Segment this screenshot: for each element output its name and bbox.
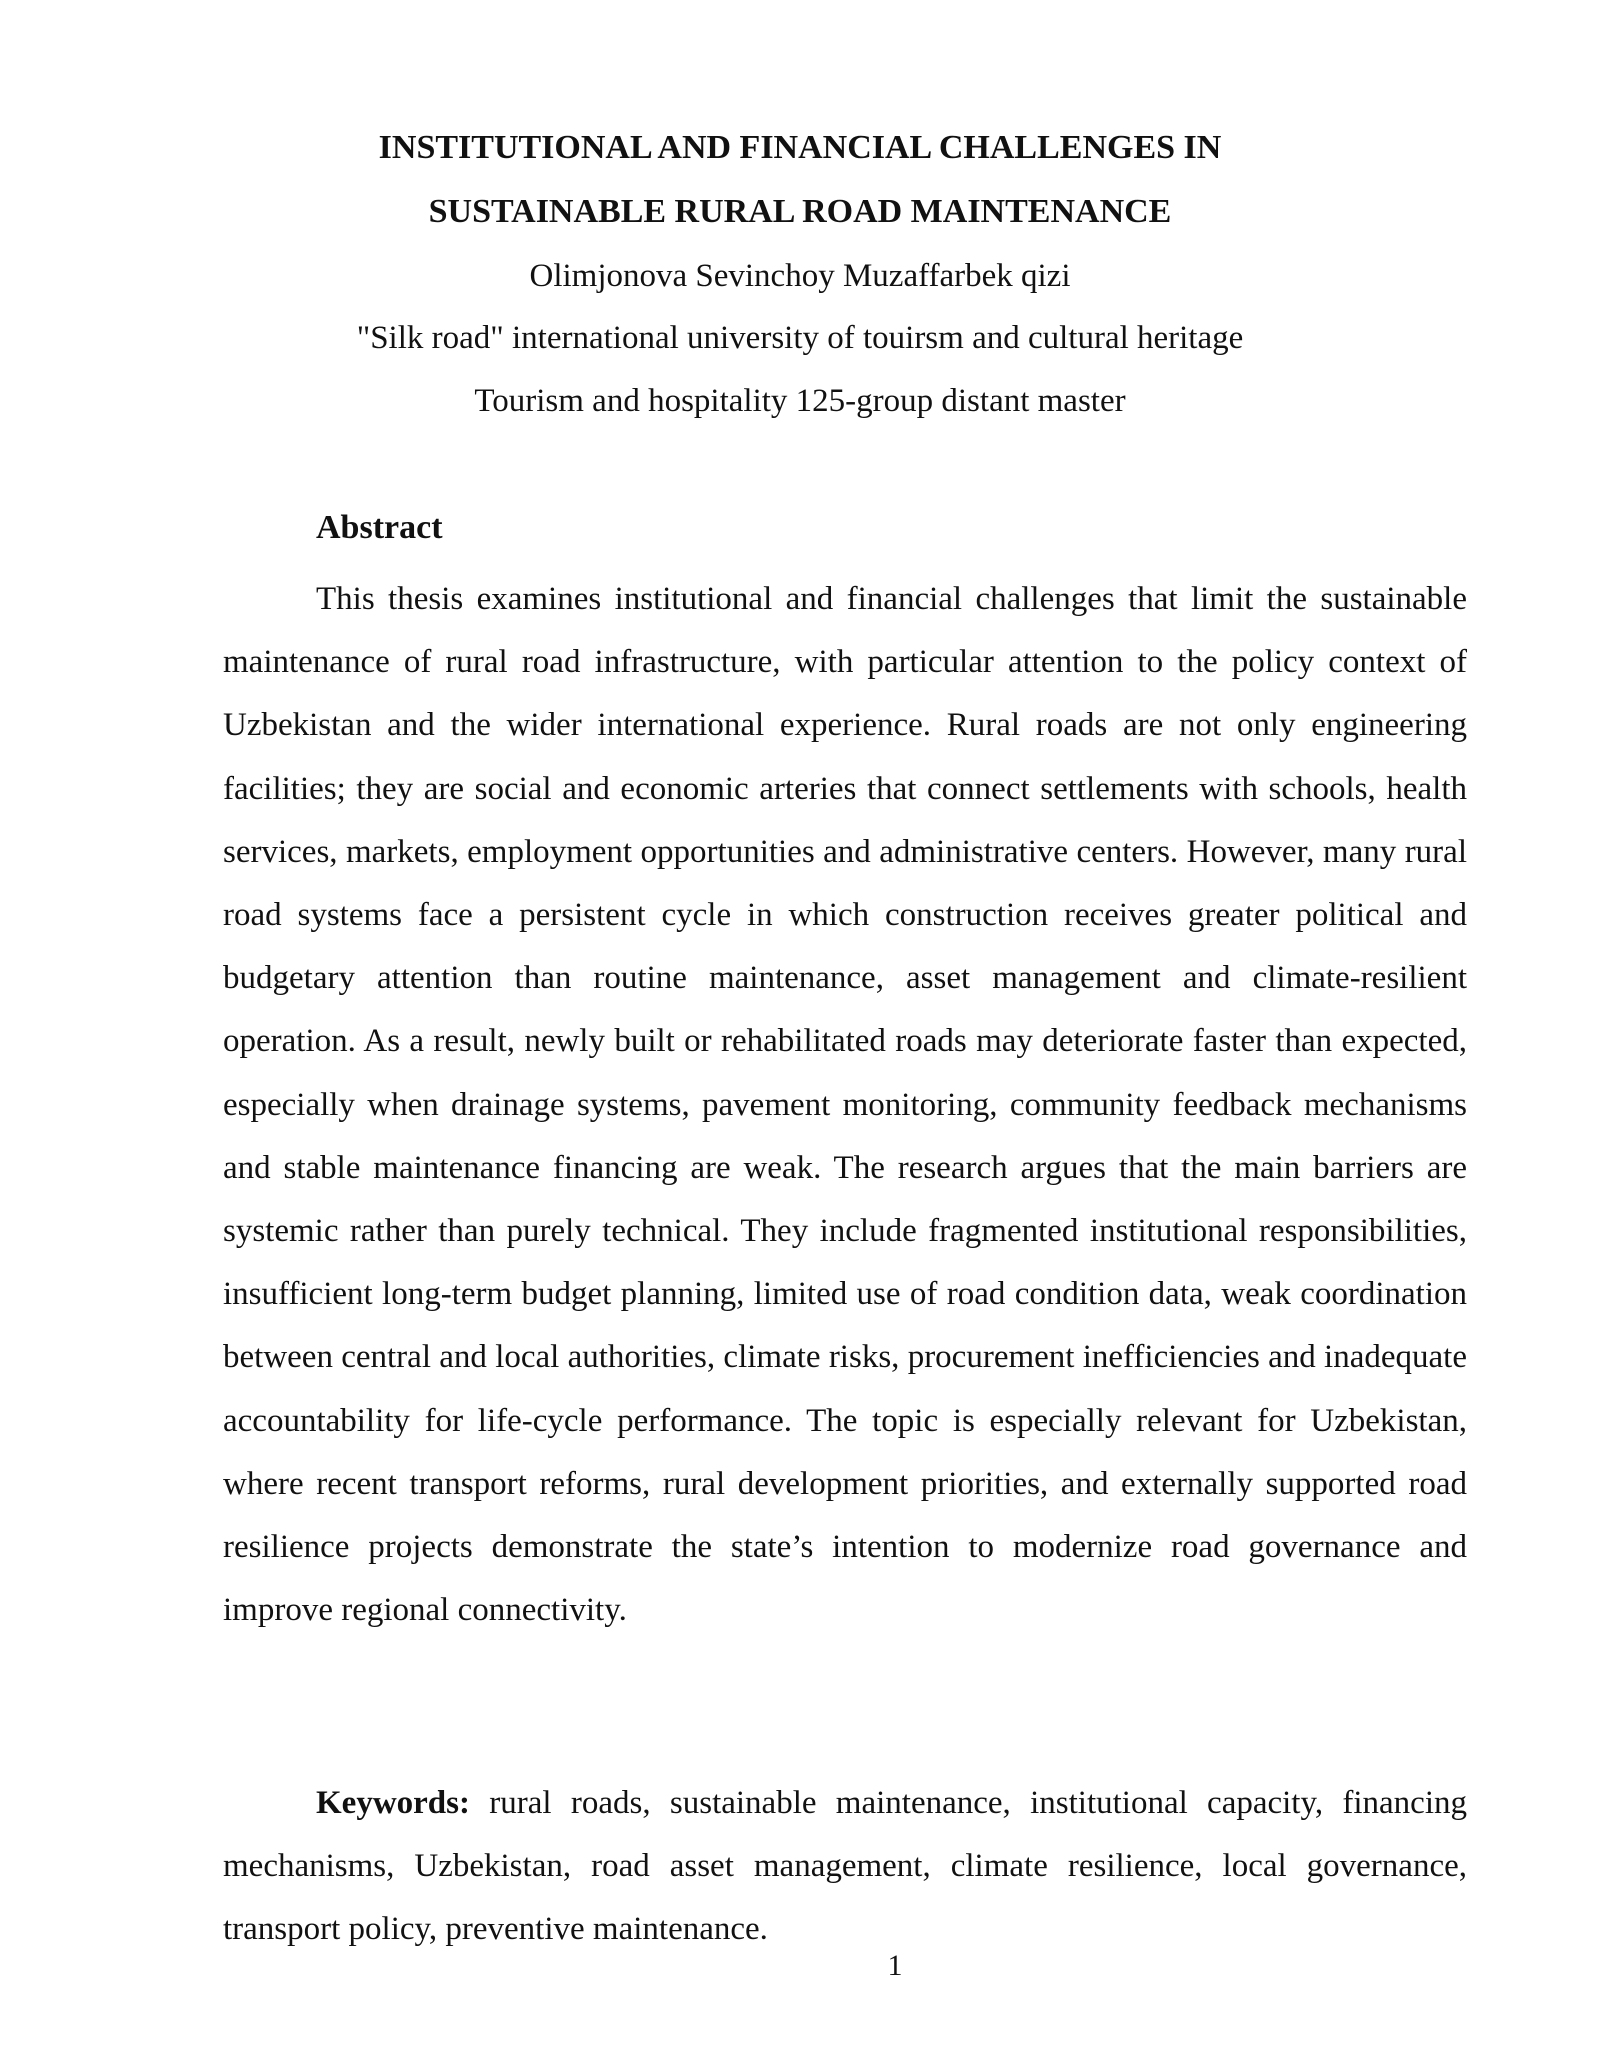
author-name: Olimjonova Sevinchoy Muzaffarbek qizi — [529, 258, 1071, 294]
keywords-text: rural roads, sustainable maintenance, institutional capacity, financing mechanisms, Uzbekistan, road asset management, climate resilience, local governance, transport policy, preventive maintenance. — [223, 1785, 1467, 1948]
keywords-label: Keywords: — [316, 1785, 470, 1821]
abstract-body: This thesis examines institutional and financial challenges that limit the sustainable maintenance of rural road infrastructure, with particular attention to the policy context of Uzbekistan and the wider international experience. Rural roads are not only engineering facilities; they are social and economic arteries that connect settlements with schools, health services, markets, employment opportunities and administrative centers. However, many rural road systems face a persistent cycle in which construction receives greater political and budgetary attention than routine maintenance, asset management and climate-resilient operation. As a result, newly built or rehabilitated roads may deteriorate faster than expected, especially when drainage systems, pavement monitoring, community feedback mechanisms and stable maintenance financing are weak. The research argues that the main barriers are systemic rather than purely technical. They include fragmented institutional responsibilities, insufficient long-term budget planning, limited use of road condition data, weak coordination between central and local authorities, climate risks, procurement inefficiencies and inadequate accountability for life-cycle performance. The topic is especially relevant for Uzbekistan, where recent transport reforms, rural development priorities, and externally supported road resilience projects demonstrate the state’s intention to modernize road governance and improve regional connectivity. — [223, 581, 1467, 1629]
paper-title-line-1: INSTITUTIONAL AND FINANCIAL CHALLENGES IN — [378, 129, 1222, 166]
author-affiliation: "Silk road" international university of touirsm and cultural heritage — [356, 320, 1244, 356]
author-group: Tourism and hospitality 125-group distant master — [474, 383, 1126, 419]
page-number: 1 — [887, 1949, 903, 1982]
paper-title-line-2: SUSTAINABLE RURAL ROAD MAINTENANCE — [428, 193, 1172, 230]
abstract-heading: Abstract — [316, 509, 443, 546]
keywords-paragraph — [223, 1772, 1467, 1962]
